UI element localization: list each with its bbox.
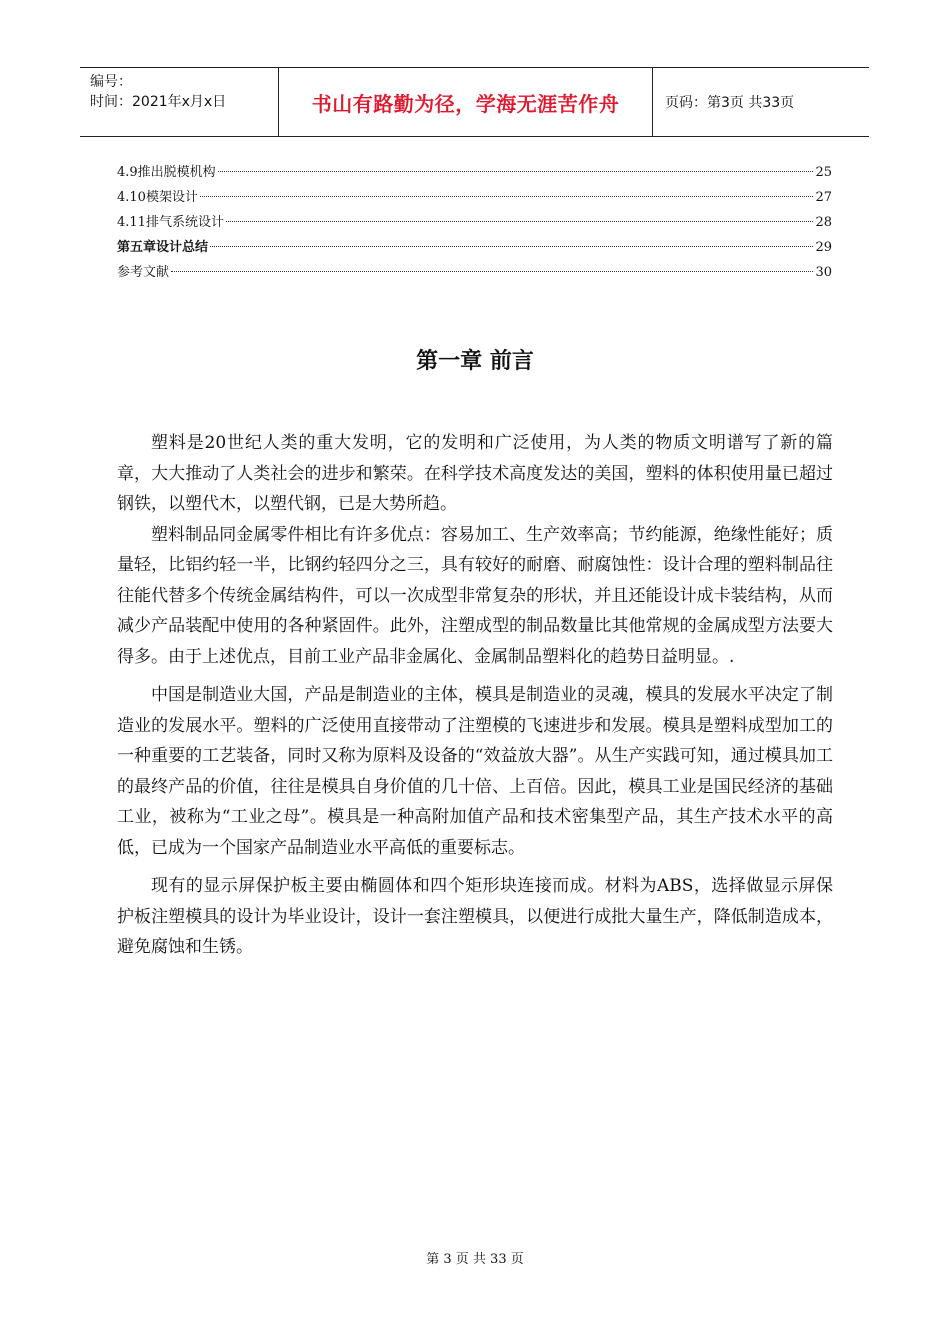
toc-leader-dots: [226, 221, 814, 222]
toc-entry-page: 27: [815, 190, 832, 205]
toc-entry-page: 29: [815, 240, 832, 255]
toc-entry-page: 28: [815, 215, 832, 230]
toc-entry-page: 30: [815, 265, 832, 280]
toc-entry-title: 第五章设计总结: [117, 240, 209, 255]
toc-leader-dots: [171, 271, 813, 272]
toc-entry-title: 参考文献: [117, 265, 170, 280]
paragraph: 塑料是20世纪人类的重大发明，它的发明和广泛使用，为人类的物质文明谱写了新的篇章，大大推动了人类社会的进步和繁荣。在科学技术高度发达的美国，塑料的体积使用量已超过钢铁，以塑代木，以塑代钢，已是大势所趋。: [117, 433, 833, 514]
time-label: 时间：2021年x月x日: [90, 94, 227, 110]
toc-entry[interactable]: [117, 260, 832, 285]
body-text: [117, 428, 833, 963]
number-label: 编号：: [90, 74, 132, 90]
header-page-info: 页码：第3页 共33页: [665, 95, 795, 111]
header-motto-cell: [279, 68, 653, 136]
toc-leader-dots: [210, 246, 813, 247]
paragraph: 塑料制品同金属零件相比有许多优点：容易加工、生产效率高；节约能源，绝缘性能好；质量轻，比铝约轻一半，比钢约轻四分之三，具有较好的耐磨、耐腐蚀性：设计合理的塑料制品往往能代替多个传统金属结构件，可以一次成型非常复杂的形状，并且还能设计成卡装结构，从而减少产品装配中使用的各种紧固件。此外，注塑成型的制品数量比其他常规的金属成型方法要大得多。由于上述优点，目前工业产品非金属化、金属制品塑料化的趋势日益明显。.: [117, 524, 833, 667]
paragraph: 中国是制造业大国，产品是制造业的主体，模具是制造业的灵魂，模具的发展水平决定了制造业的发展水平。塑料的广泛使用直接带动了注塑模的飞速进步和发展。模具是塑料成型加工的一种重要的工艺装备，同时又称为原料及设备的“效益放大器”。从生产实践可知，通过模具加工的最终产品的价值，往往是模具自身价值的几十倍、上百倍。因此，模具工业是国民经济的基础工业，被称为“工业之母”。模具是一种高附加值产品和技术密集型产品，其生产技术水平的高低，已成为一个国家产品制造业水平高低的重要标志。: [117, 685, 833, 858]
toc-entry-title: 4.10模架设计: [117, 190, 198, 205]
page-header: [80, 67, 869, 137]
chapter-title: 第一章 前言: [416, 349, 534, 374]
toc-leader-dots: [218, 171, 814, 172]
toc-entry-title: 4.9推出脱模机构: [117, 165, 216, 180]
toc-entry[interactable]: [117, 210, 832, 235]
toc-entry[interactable]: [117, 235, 832, 260]
header-motto: 书山有路勤为径，学海无涯苦作舟: [311, 91, 620, 116]
paragraph: 现有的显示屏保护板主要由椭圆体和四个矩形块连接而成。材料为ABS，选择做显示屏保护板注塑模具的设计为毕业设计，设计一套注塑模具，以便进行成批大量生产，降低制造成本，避免腐蚀和生锈。: [117, 876, 833, 957]
page-footer: 第 3 页 共 33 页: [426, 1252, 524, 1267]
toc-entry[interactable]: [117, 185, 832, 210]
toc-entry-title: 4.11排气系统设计: [117, 215, 224, 230]
table-of-contents: [117, 160, 832, 285]
toc-leader-dots: [200, 196, 814, 197]
toc-entry-page: 25: [815, 165, 832, 180]
toc-entry[interactable]: [117, 160, 832, 185]
header-meta: [80, 68, 279, 136]
